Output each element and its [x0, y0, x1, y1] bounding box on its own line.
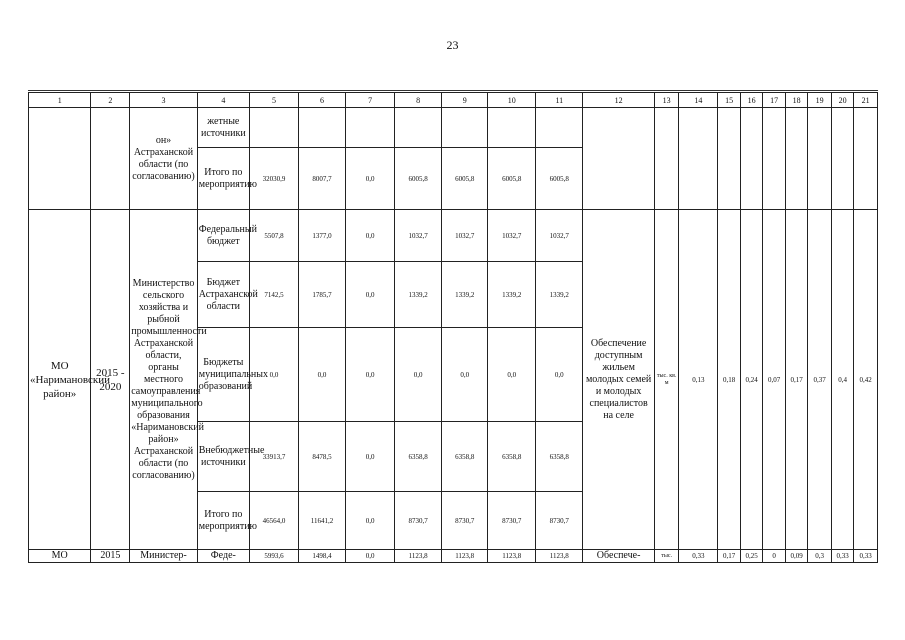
header-cell: 3 — [130, 93, 198, 108]
indicator-value: 0,17 — [785, 210, 808, 550]
value-cell: 1032,7 — [536, 210, 583, 262]
header-cell: 7 — [346, 93, 395, 108]
indicator-value — [718, 108, 741, 210]
source-cell: Итого по мероприятию — [197, 148, 249, 210]
header-cell: 4 — [197, 93, 249, 108]
indicator-value: 0,33 — [679, 550, 718, 563]
indicator-value — [808, 108, 832, 210]
header-cell: 8 — [395, 93, 442, 108]
indicator-value: 0,3 — [808, 550, 832, 563]
value-cell: 8730,7 — [395, 492, 442, 550]
header-cell: 11 — [536, 93, 583, 108]
source-cell: Бюджеты муниципальных образований — [197, 328, 249, 422]
value-cell: 1032,7 — [488, 210, 536, 262]
value-cell: 0,0 — [536, 328, 583, 422]
value-cell — [249, 108, 298, 148]
header-cell: 19 — [808, 93, 832, 108]
source-cell: Феде- — [197, 550, 249, 563]
value-cell: 46564,0 — [249, 492, 298, 550]
value-cell: 0,0 — [346, 262, 395, 328]
value-cell — [346, 108, 395, 148]
header-row — [29, 93, 878, 108]
value-cell: 6358,8 — [442, 422, 488, 492]
indicator-value — [785, 108, 808, 210]
value-cell: 0,0 — [346, 422, 395, 492]
value-cell: 8007,7 — [299, 148, 346, 210]
executor-cell: он» Астраханской области (по согласованию) — [130, 108, 198, 210]
unit-cell: тыс. — [654, 550, 679, 563]
top-rule — [28, 90, 878, 91]
executor-cell: Министер- — [130, 550, 198, 563]
value-cell: 0,0 — [346, 328, 395, 422]
value-cell: 8478,5 — [299, 422, 346, 492]
value-cell: 8730,7 — [442, 492, 488, 550]
value-cell: 1339,2 — [395, 262, 442, 328]
value-cell: 6358,8 — [395, 422, 442, 492]
municipality-cell: МО «Наримановский район» — [29, 210, 91, 550]
indicator-cell: Обеспечение доступным жильем молодых семей и молодых специалистов на селе — [583, 210, 655, 550]
indicator-value — [831, 108, 854, 210]
value-cell: 0,0 — [442, 328, 488, 422]
value-cell: 6358,8 — [488, 422, 536, 492]
header-cell: 17 — [763, 93, 786, 108]
value-cell: 1123,8 — [536, 550, 583, 563]
value-cell — [395, 108, 442, 148]
indicator-value: 0,37 — [808, 210, 832, 550]
indicator-value: 0,4 — [831, 210, 854, 550]
indicator-value: 0,09 — [785, 550, 808, 563]
header-cell: 1 — [29, 93, 91, 108]
value-cell: 0,0 — [346, 148, 395, 210]
header-cell: 18 — [785, 93, 808, 108]
table-row — [29, 550, 878, 563]
indicator-value: 0,33 — [854, 550, 878, 563]
value-cell: 0,0 — [346, 550, 395, 563]
value-cell: 8730,7 — [536, 492, 583, 550]
source-cell: Итого по мероприятию — [197, 492, 249, 550]
value-cell: 1339,2 — [442, 262, 488, 328]
municipality-cell: МО — [29, 550, 91, 563]
header-cell: 15 — [718, 93, 741, 108]
indicator-value — [679, 108, 718, 210]
indicator-cell — [583, 108, 655, 210]
value-cell: 33913,7 — [249, 422, 298, 492]
value-cell: 0,0 — [346, 210, 395, 262]
header-cell: 9 — [442, 93, 488, 108]
indicator-value: 0,07 — [763, 210, 786, 550]
value-cell — [488, 108, 536, 148]
header-cell: 10 — [488, 93, 536, 108]
years-cell: 2015 - 2020 — [91, 210, 130, 550]
header-cell: 2 — [91, 93, 130, 108]
value-cell: 0,0 — [299, 328, 346, 422]
indicator-value — [854, 108, 878, 210]
header-cell: 20 — [831, 93, 854, 108]
value-cell: 6005,8 — [395, 148, 442, 210]
municipality-cell — [29, 108, 91, 210]
value-cell: 0,0 — [249, 328, 298, 422]
indicator-value: 0,17 — [718, 550, 741, 563]
value-cell: 6005,8 — [536, 148, 583, 210]
indicator-value: 0,33 — [831, 550, 854, 563]
value-cell: 1123,8 — [488, 550, 536, 563]
header-cell: 13 — [654, 93, 679, 108]
value-cell: 0,0 — [346, 492, 395, 550]
header-cell: 6 — [299, 93, 346, 108]
source-cell: Бюджет Астраханской области — [197, 262, 249, 328]
table-row — [29, 108, 878, 148]
value-cell: 1785,7 — [299, 262, 346, 328]
executor-cell: Министерство сельского хозяйства и рыбной промышленности Астраханской области, органы местного самоуправления муниципального образования «Наримановский район» Астраханской области (по согласованию) — [130, 210, 198, 550]
years-cell: 2015 — [91, 550, 130, 563]
value-cell — [299, 108, 346, 148]
value-cell: 1123,8 — [395, 550, 442, 563]
budget-table — [28, 92, 878, 563]
indicator-value: 0 — [763, 550, 786, 563]
page-number: 23 — [446, 38, 459, 52]
indicator-value — [740, 108, 763, 210]
value-cell: 1339,2 — [536, 262, 583, 328]
value-cell: 1339,2 — [488, 262, 536, 328]
source-cell: Внебюджетные источники — [197, 422, 249, 492]
header-cell: 12 — [583, 93, 655, 108]
header-cell: 16 — [740, 93, 763, 108]
value-cell: 5993,6 — [249, 550, 298, 563]
source-cell: Федеральный бюджет — [197, 210, 249, 262]
table-row — [29, 210, 878, 262]
value-cell: 6358,8 — [536, 422, 583, 492]
indicator-value: 0,24 — [740, 210, 763, 550]
indicator-value: 0,18 — [718, 210, 741, 550]
indicator-value: 0,25 — [740, 550, 763, 563]
value-cell: 11641,2 — [299, 492, 346, 550]
value-cell: 5507,8 — [249, 210, 298, 262]
value-cell: 1377,0 — [299, 210, 346, 262]
value-cell: 32030,9 — [249, 148, 298, 210]
value-cell: 7142,5 — [249, 262, 298, 328]
value-cell: 1123,8 — [442, 550, 488, 563]
unit-cell — [654, 108, 679, 210]
header-cell: 14 — [679, 93, 718, 108]
header-cell: 5 — [249, 93, 298, 108]
value-cell: 0,0 — [395, 328, 442, 422]
unit-cell: тыс. кв. м — [654, 210, 679, 550]
value-cell: 1498,4 — [299, 550, 346, 563]
value-cell: 8730,7 — [488, 492, 536, 550]
indicator-value: 0,42 — [854, 210, 878, 550]
source-cell: жетные источники — [197, 108, 249, 148]
value-cell: 6005,8 — [442, 148, 488, 210]
value-cell: 1032,7 — [442, 210, 488, 262]
indicator-cell: Обеспече- — [583, 550, 655, 563]
indicator-value: 0,13 — [679, 210, 718, 550]
value-cell: 0,0 — [488, 328, 536, 422]
value-cell: 6005,8 — [488, 148, 536, 210]
value-cell: 1032,7 — [395, 210, 442, 262]
value-cell — [442, 108, 488, 148]
value-cell — [536, 108, 583, 148]
indicator-value — [763, 108, 786, 210]
years-cell — [91, 108, 130, 210]
header-cell: 21 — [854, 93, 878, 108]
